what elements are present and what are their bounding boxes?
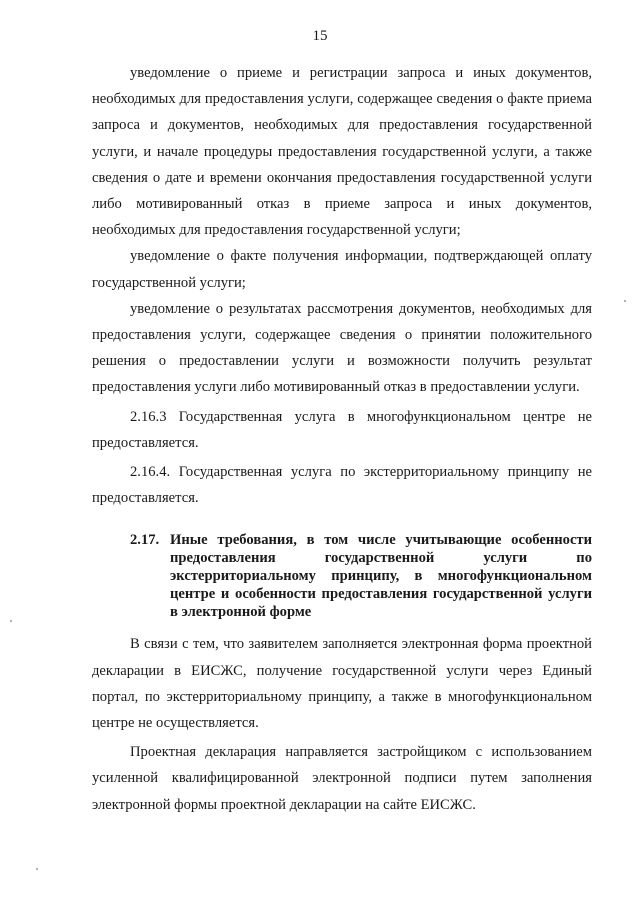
paragraph-notification-payment: уведомление о факте получения информации, подтверждающей оплату государственной услуги; xyxy=(92,248,592,291)
paragraph-eisjs-form: В связи с тем, что заявителем заполняется электронная форма проектной декларации в ЕИСЖС, получение государственной услуги через Единый портал, по экстерриториальному принципу, а также в многофункциональном центре не осуществляется. xyxy=(92,636,592,732)
scan-speck xyxy=(36,868,38,870)
paragraph-2-16-4: 2.16.4. Государственная услуга по экстерриториальному принципу не предоставляется. xyxy=(92,464,592,507)
paragraph-notification-receipt: уведомление о приеме и регистрации запроса и иных документов, необходимых для предоставления услуги, содержащее сведения о факте приема запроса и документов, необходимых для предоставления государственной услуги, и начале процедуры предоставления государственной услуги, а также сведения о дате и времени окончания предоставления государственной услуги либо мотивированный отказ в приеме запроса и иных документов, необходимых для предоставления государственной услуги; xyxy=(92,65,592,239)
paragraph-2-16-3: 2.16.3 Государственная услуга в многофункциональном центре не предоставляется. xyxy=(92,408,592,451)
scan-speck xyxy=(10,620,12,622)
section-heading-2-17 xyxy=(130,531,592,621)
paragraph-declaration-signature: Проектная декларация направляется застройщиком с использованием усиленной квалифицированной электронной подписи путем заполнения электронной формы проектной декларации на сайте ЕИСЖС. xyxy=(92,744,592,813)
section-title: Иные требования, в том числе учитывающие особенности предоставления государственной услуги по экстерриториальному принципу, в многофункциональном центре и особенности предоставления государственной услуги в электронной форме xyxy=(170,532,592,621)
page-number: 15 xyxy=(312,28,328,44)
document-body xyxy=(92,60,592,818)
section-number: 2.17. xyxy=(130,532,160,549)
scan-speck xyxy=(624,300,626,302)
paragraph-notification-results: уведомление о результатах рассмотрения документов, необходимых для предоставления услуги, содержащее сведения о принятии положительного решения о предоставлении услуги и возможности получить результат предоставления услуги либо мотивированный отказ в предоставлении услуги. xyxy=(92,300,592,396)
